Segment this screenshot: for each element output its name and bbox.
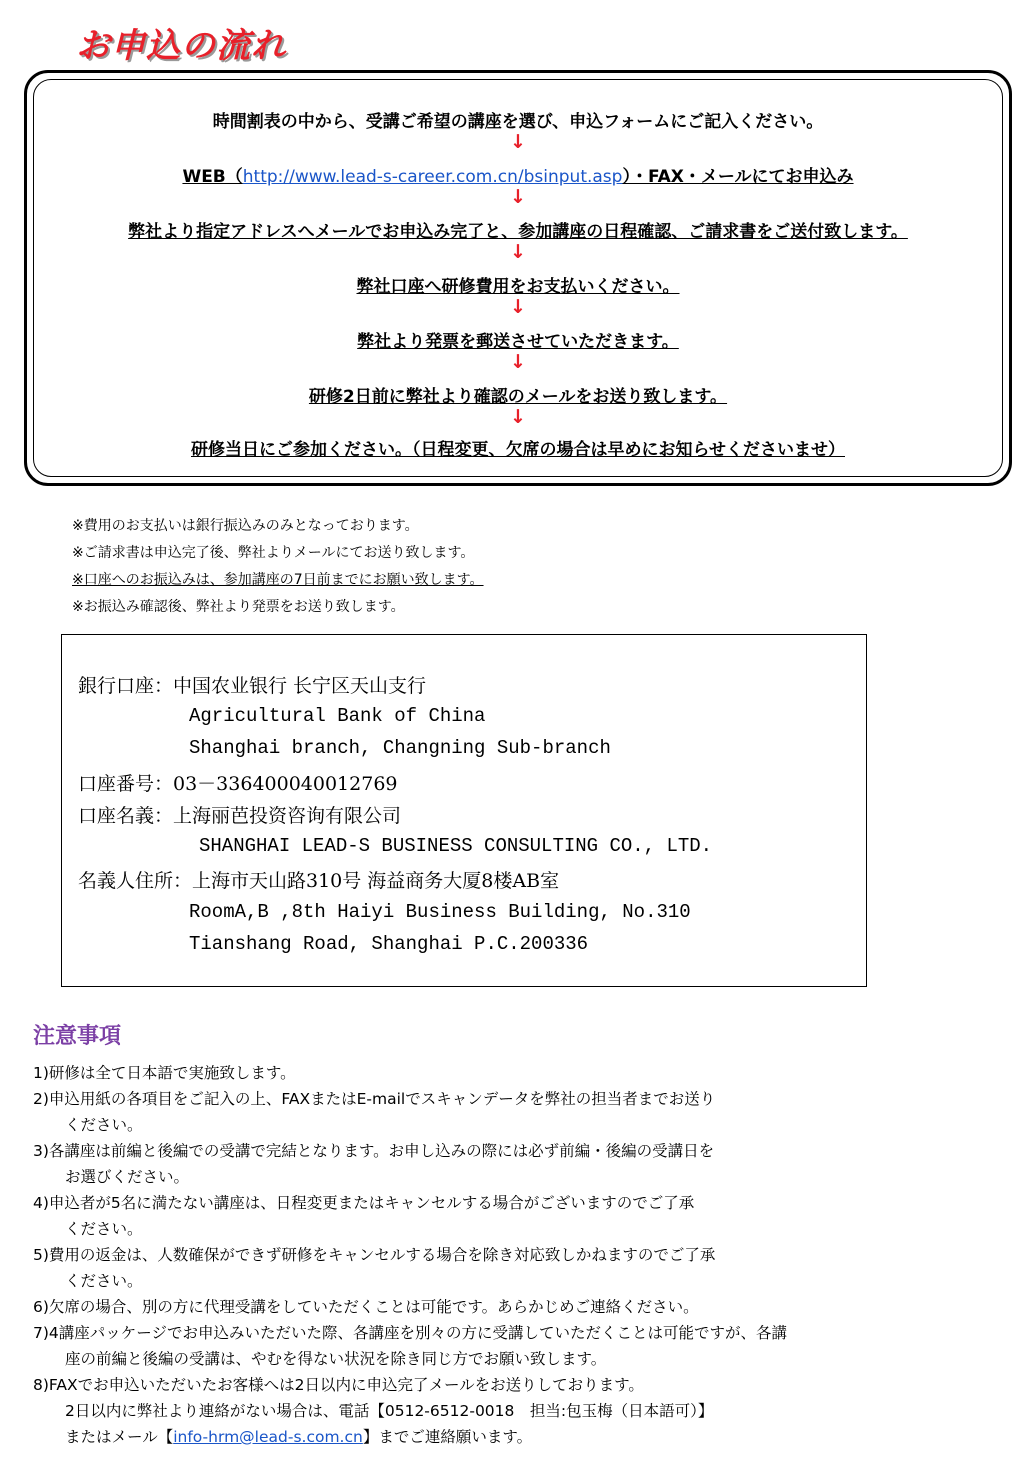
flow-step-2-suffix: ）・FAX・メールにてお申込み [622, 167, 854, 187]
flow-step-2 [27, 162, 1009, 187]
caution-item-8-cont: 2日以内に弊社より連絡がない場合は、電話【0512-6512-0018 担当:包玉梅（日本語可）】 [65, 1402, 714, 1420]
flow-arrow-icon: ↓ [510, 296, 526, 318]
caution-item-4-cont: ください。 [65, 1220, 143, 1238]
payment-notes [72, 513, 484, 621]
caution-item-8-contact [33, 1424, 787, 1450]
account-holder-en: SHANGHAI LEAD-S BUSINESS CONSULTING CO., LTD. [199, 835, 713, 857]
bank-account-label: 銀行口座：中国农业银行 长宁区天山支行 [78, 675, 427, 697]
flow-step-4 [27, 272, 1009, 297]
flow-arrow-icon: ↓ [510, 351, 526, 373]
flow-step-2-prefix: WEB（ [182, 167, 243, 187]
caution-item-5: 5)費用の返金は、人数確保ができず研修をキャンセルする場合を除き対応致しかねますのでご了承 [33, 1246, 716, 1264]
web-application-link[interactable]: http://www.lead-s-career.com.cn/bsinput.asp [242, 167, 623, 187]
account-holder: 口座名義：上海丽芭投资咨询有限公司 [78, 805, 402, 827]
caution-item-1: 1)研修は全て日本語で実施致します。 [33, 1064, 296, 1082]
application-flow-box [24, 70, 1012, 486]
flow-step-4-text: 弊社口座へ研修費用をお支払いください。 [356, 277, 680, 297]
flow-arrow-icon: ↓ [510, 186, 526, 208]
holder-address-en-2: Tianshang Road, Shanghai P.C.200336 [189, 933, 589, 955]
contact-suffix: 】までご連絡願います。 [362, 1428, 533, 1446]
bank-account-box [61, 634, 867, 987]
flow-step-3 [27, 217, 1009, 242]
caution-item-3-cont: お選びください。 [65, 1168, 190, 1186]
caution-item-4: 4)申込者が5名に満たない講座は、日程変更またはキャンセルする場合がございますのでご了承 [33, 1194, 695, 1212]
caution-item-7-cont: 座の前編と後編の受講は、やむを得ない状況を除き同じ方でお願い致します。 [65, 1350, 607, 1368]
flow-step-7 [27, 435, 1009, 460]
flow-step-6-text: 研修2日前に弊社より確認のメールをお送り致します。 [308, 387, 728, 407]
flow-step-7-text: 研修当日にご参加ください。（日程変更、欠席の場合は早めにお知らせくださいませ） [191, 440, 845, 460]
caution-item-2-cont: ください。 [65, 1116, 143, 1134]
flow-step-5-text: 弊社より発票を郵送させていただきます。 [357, 332, 679, 352]
cautions-list [33, 1060, 787, 1450]
holder-address-en-1: RoomA,B ,8th Haiyi Business Building, No.310 [189, 901, 691, 923]
page-title: お申込の流れ [76, 26, 286, 66]
caution-item-7: 7)4講座パッケージでお申込みいただいた際、各講座を別々の方に受講していただくことは可能ですが、各講 [33, 1324, 787, 1342]
bank-name-en: Agricultural Bank of China [189, 705, 486, 727]
flow-step-5 [27, 327, 1009, 352]
note-item: ※お振込み確認後、弊社より発票をお送り致します。 [72, 599, 405, 615]
flow-arrow-icon: ↓ [510, 241, 526, 263]
note-item: ※費用のお支払いは銀行振込みのみとなっております。 [72, 518, 419, 534]
flow-arrow-icon: ↓ [510, 406, 526, 428]
flow-arrow-icon: ↓ [510, 131, 526, 153]
note-item: ※口座へのお振込みは、参加講座の7日前までにお願い致します。 [72, 572, 484, 588]
caution-item-8: 8)FAXでお申込いただいたお客様へは2日以内に申込完了メールをお送りしております。 [33, 1376, 644, 1394]
caution-item-3: 3)各講座は前編と後編での受講で完結となります。お申し込みの際には必ず前編・後編の受講日を [33, 1142, 715, 1160]
cautions-title: 注意事項 [33, 1024, 122, 1049]
contact-prefix: またはメール【 [65, 1428, 174, 1446]
flow-step-3-text: 弊社より指定アドレスへメールでお申込み完了と、参加講座の日程確認、ご請求書をご送付致します。 [128, 222, 908, 242]
contact-email-link[interactable]: info-hrm@lead-s.com.cn [173, 1428, 363, 1446]
flow-step-1-text: 時間割表の中から、受講ご希望の講座を選び、申込フォームにご記入ください。 [212, 112, 824, 132]
caution-item-5-cont: ください。 [65, 1272, 143, 1290]
caution-item-2: 2)申込用紙の各項目をご記入の上、FAXまたはE-mailでスキャンデータを弊社の担当者までお送り [33, 1090, 716, 1108]
bank-branch-en: Shanghai branch, Changning Sub-branch [189, 737, 611, 759]
note-item: ※ご請求書は申込完了後、弊社よりメールにてお送り致します。 [72, 545, 475, 561]
flow-step-1 [27, 107, 1009, 132]
flow-step-6 [27, 382, 1009, 407]
caution-item-6: 6)欠席の場合、別の方に代理受講をしていただくことは可能です。あらかじめご連絡ください。 [33, 1298, 699, 1316]
holder-address: 名義人住所：上海市天山路310号 海益商务大厦8楼AB室 [78, 870, 560, 892]
account-number: 口座番号：03－336400040012769 [78, 773, 398, 795]
